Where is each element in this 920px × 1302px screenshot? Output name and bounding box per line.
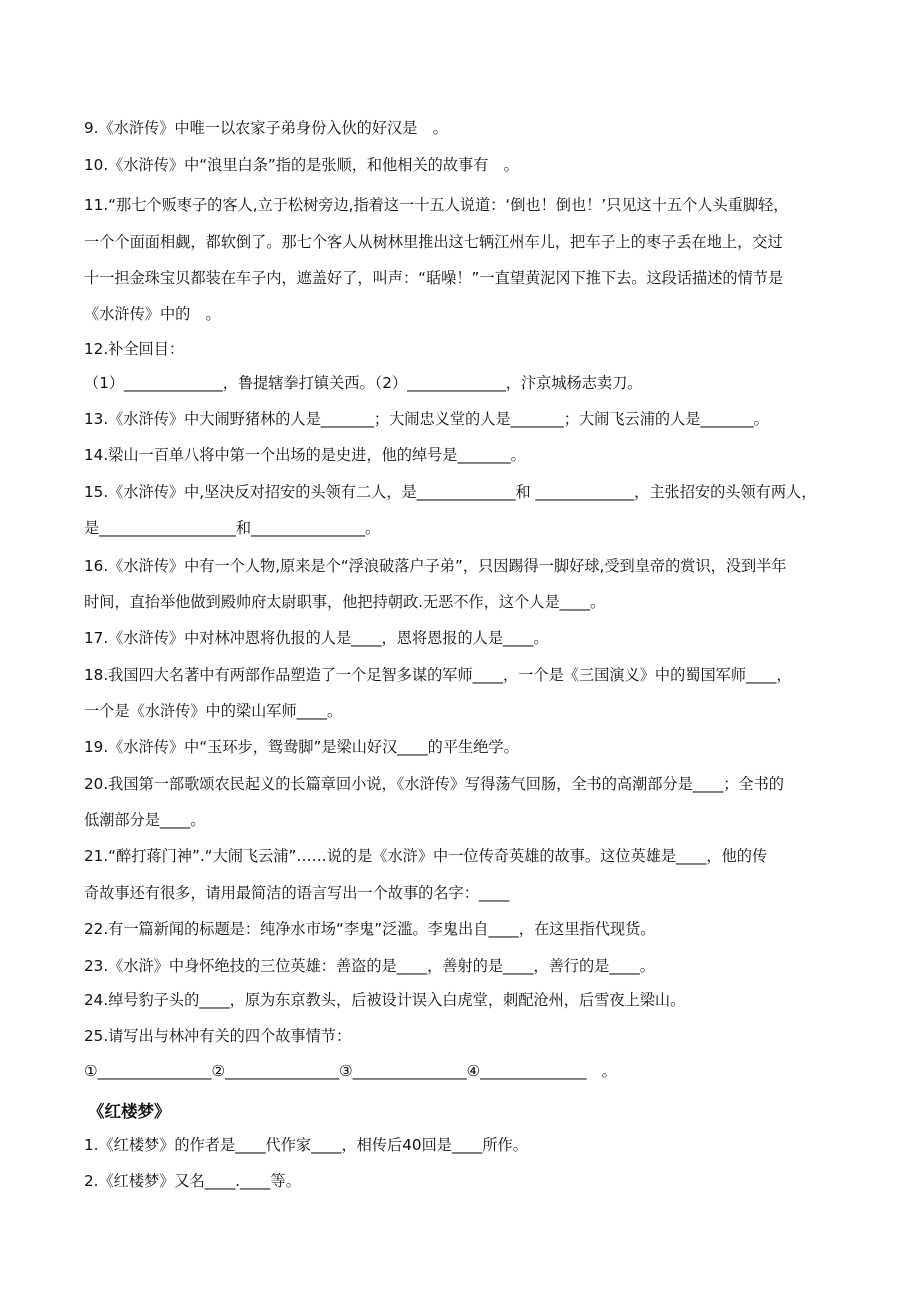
question-21-line-2: 奇故事还有很多，请用最简洁的语言写出一个故事的名字：____ xyxy=(84,884,510,902)
question-16-line-1: 16.《水浒传》中有一个人物,原来是个“浮浪破落户子弟”，只因踢得一脚好球,受到皇帝的赏识，没到半年 xyxy=(84,557,787,575)
question-16-line-2: 时间，直抬举他做到殿帅府太尉职事，他把持朝政.无恶不作，这个人是____。 xyxy=(84,593,606,611)
question-12: 12.补全回目： xyxy=(84,340,185,358)
question-10: 10.《水浒传》中“浪里白条”指的是张顺，和他相关的故事有 。 xyxy=(84,156,519,174)
question-24: 24.绰号豹子头的____，原为东京教头，后被设计误入白虎堂，刺配沧州，后雪夜上梁山。 xyxy=(84,991,686,1009)
question-25-blanks: ①_______________②_______________③_______________④______________ 。 xyxy=(84,1062,617,1080)
question-15-line-2: 是__________________和_______________。 xyxy=(84,519,381,537)
question-21-line-1: 21.“醉打蒋门神”.“大闹飞云浦”……说的是《水浒》中一位传奇英雄的故事。这位英雄是____，他的传 xyxy=(84,847,768,865)
hlm-question-2: 2.《红楼梦》又名____.____等。 xyxy=(84,1172,301,1190)
question-13: 13.《水浒传》中大闹野猪林的人是_______；大闹忠义堂的人是_______；大闹飞云浦的人是_______。 xyxy=(84,410,769,428)
question-15-line-1: 15.《水浒传》中,坚决反对招安的头领有二人，是_____________和 _____________，主张招安的头领有两人， xyxy=(84,483,817,501)
question-22: 22.有一篇新闻的标题是：纯净水市场“李鬼”泛滥。李鬼出自____，在这里指代现货。 xyxy=(84,920,656,938)
question-11-line-3: 十一担金珠宝贝都装在车子内，遮盖好了，叫声：“聒噪！”一直望黄泥冈下推下去。这段话描述的情节是 xyxy=(84,269,784,287)
question-12-blanks: （1）_____________，鲁提辖拳打镇关西。（2）_____________，汴京城杨志卖刀。 xyxy=(84,374,643,392)
question-17: 17.《水浒传》中对林冲恩将仇报的人是____，恩将恩报的人是____。 xyxy=(84,629,549,647)
question-25: 25.请写出与林冲有关的四个故事情节： xyxy=(84,1027,352,1045)
question-20-line-1: 20.我国第一部歌颂农民起义的长篇章回小说，《水浒传》写得荡气回肠，全书的高潮部分是____；全书的 xyxy=(84,775,784,793)
question-23: 23.《水浒》中身怀绝技的三位英雄：善盗的是____，善射的是____，善行的是____。 xyxy=(84,957,655,975)
section-title-hongloumeng: 《红楼梦》 xyxy=(88,1102,171,1121)
question-14: 14.梁山一百单八将中第一个出场的是史进，他的绰号是_______。 xyxy=(84,446,526,464)
question-11-line-2: 一个个面面相觑，都软倒了。那七个客人从树林里推出这七辆江州车儿，把车子上的枣子丢在地上，交过 xyxy=(84,233,783,251)
question-11-line-1: 11.“那七个贩枣子的客人,立于松树旁边,指着这一十五人说道：‘倒也！倒也！’只见这十五个人头重脚轻， xyxy=(84,196,789,214)
question-18-line-2: 一个是《水浒传》中的梁山军师____。 xyxy=(84,702,343,720)
question-11-line-4: 《水浒传》中的 。 xyxy=(84,305,221,323)
question-9: 9.《水浒传》中唯一以农家子弟身份入伙的好汉是 。 xyxy=(84,119,448,137)
question-19: 19.《水浒传》中“玉环步，鸳鸯脚”是梁山好汉____的平生绝学。 xyxy=(84,738,519,756)
question-20-line-2: 低潮部分是____。 xyxy=(84,811,206,829)
question-18-line-1: 18.我国四大名著中有两部作品塑造了一个足智多谋的军师____，一个是《三国演义》中的蜀国军师____， xyxy=(84,666,792,684)
hlm-question-1: 1.《红楼梦》的作者是____代作家____，相传后40回是____所作。 xyxy=(84,1136,528,1154)
